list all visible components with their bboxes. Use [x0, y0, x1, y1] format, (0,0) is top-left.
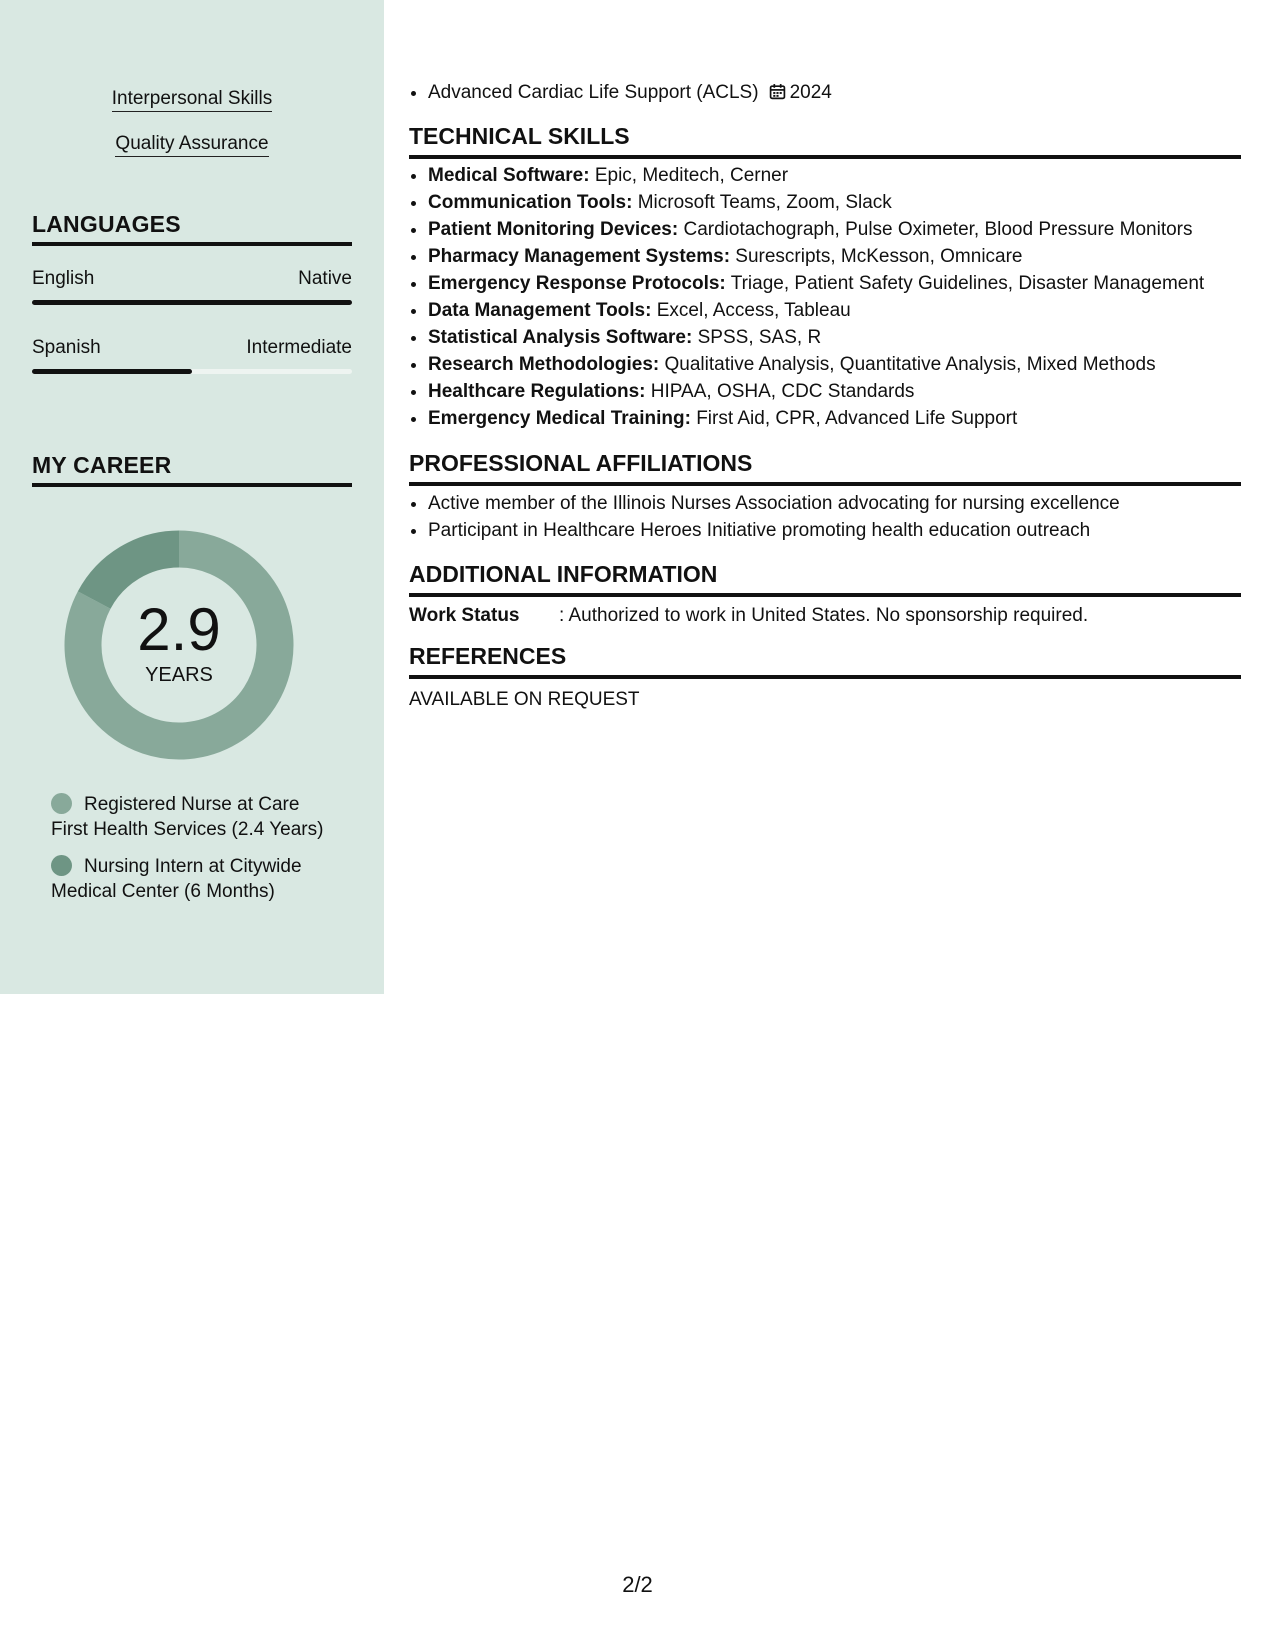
career-legend-item: Nursing Intern at Citywide Medical Center (6 Months) — [51, 856, 302, 902]
language-bar — [32, 300, 352, 305]
language-name: Spanish — [32, 337, 101, 358]
affiliation-item: • Active member of the Illinois Nurses Association advocating for nursing excellence — [428, 490, 1120, 517]
page-number: 2/2 — [622, 1572, 653, 1597]
additional-info-heading: ADDITIONAL INFORMATION — [409, 561, 1241, 597]
career-legend-item: Registered Nurse at Care First Health Services (2.4 Years) — [51, 794, 324, 840]
legend-dot — [51, 855, 72, 876]
skill-item: • Data Management Tools: Excel, Access, Tableau — [428, 297, 1204, 324]
skill-item: • Emergency Response Protocols: Triage, Patient Safety Guidelines, Disaster Management — [428, 270, 1204, 297]
certification-item: • Advanced Cardiac Life Support (ACLS) 2024 — [428, 79, 832, 106]
skill-item: • Statistical Analysis Software: SPSS, SAS, R — [428, 324, 1204, 351]
work-status-value: : Authorized to work in United States. No sponsorship required. — [559, 605, 1089, 626]
certification-year: 2024 — [789, 82, 832, 103]
skill-tag: Quality Assurance — [0, 133, 384, 155]
language-bar-fill — [32, 300, 352, 305]
skill-item: • Communication Tools: Microsoft Teams, Zoom, Slack — [428, 189, 1204, 216]
language-name: English — [32, 268, 95, 289]
career-total-years: 2.9 — [137, 595, 221, 663]
skill-item: • Research Methodologies: Qualitative Analysis, Quantitative Analysis, Mixed Methods — [428, 351, 1204, 378]
legend-dot — [51, 793, 72, 814]
affiliations-heading: PROFESSIONAL AFFILIATIONS — [409, 450, 1241, 486]
references-heading: REFERENCES — [409, 643, 1241, 679]
skill-tag: Interpersonal Skills — [0, 88, 384, 110]
technical-skills-list — [409, 162, 1204, 432]
sidebar — [0, 0, 384, 994]
work-status-row — [409, 605, 1088, 627]
affiliations-list — [409, 490, 1120, 544]
skill-item: • Patient Monitoring Devices: Cardiotachograph, Pulse Oximeter, Blood Pressure Monitors — [428, 216, 1204, 243]
language-row — [32, 268, 352, 290]
skill-item: • Healthcare Regulations: HIPAA, OSHA, CDC Standards — [428, 378, 1204, 405]
certification-list — [409, 79, 832, 106]
work-status-label: Work Status — [409, 605, 520, 626]
donut-center — [64, 530, 294, 760]
skill-item: • Pharmacy Management Systems: Surescripts, McKesson, Omnicare — [428, 243, 1204, 270]
skill-item: • Emergency Medical Training: First Aid, CPR, Advanced Life Support — [428, 405, 1204, 432]
career-donut-chart — [64, 530, 294, 760]
language-row — [32, 337, 352, 359]
language-bar — [32, 369, 352, 374]
language-level: Intermediate — [246, 337, 352, 358]
references-text: AVAILABLE ON REQUEST — [409, 689, 640, 710]
languages-heading: LANGUAGES — [32, 211, 352, 246]
language-level: Native — [298, 268, 352, 289]
language-bar-fill — [32, 369, 192, 374]
skill-item: • Medical Software: Epic, Meditech, Cerner — [428, 162, 1204, 189]
calendar-icon — [769, 83, 786, 100]
career-total-unit: YEARS — [145, 663, 213, 686]
affiliation-item: • Participant in Healthcare Heroes Initiative promoting health education outreach — [428, 517, 1120, 544]
technical-skills-heading: TECHNICAL SKILLS — [409, 123, 1241, 159]
career-heading: MY CAREER — [32, 452, 352, 487]
